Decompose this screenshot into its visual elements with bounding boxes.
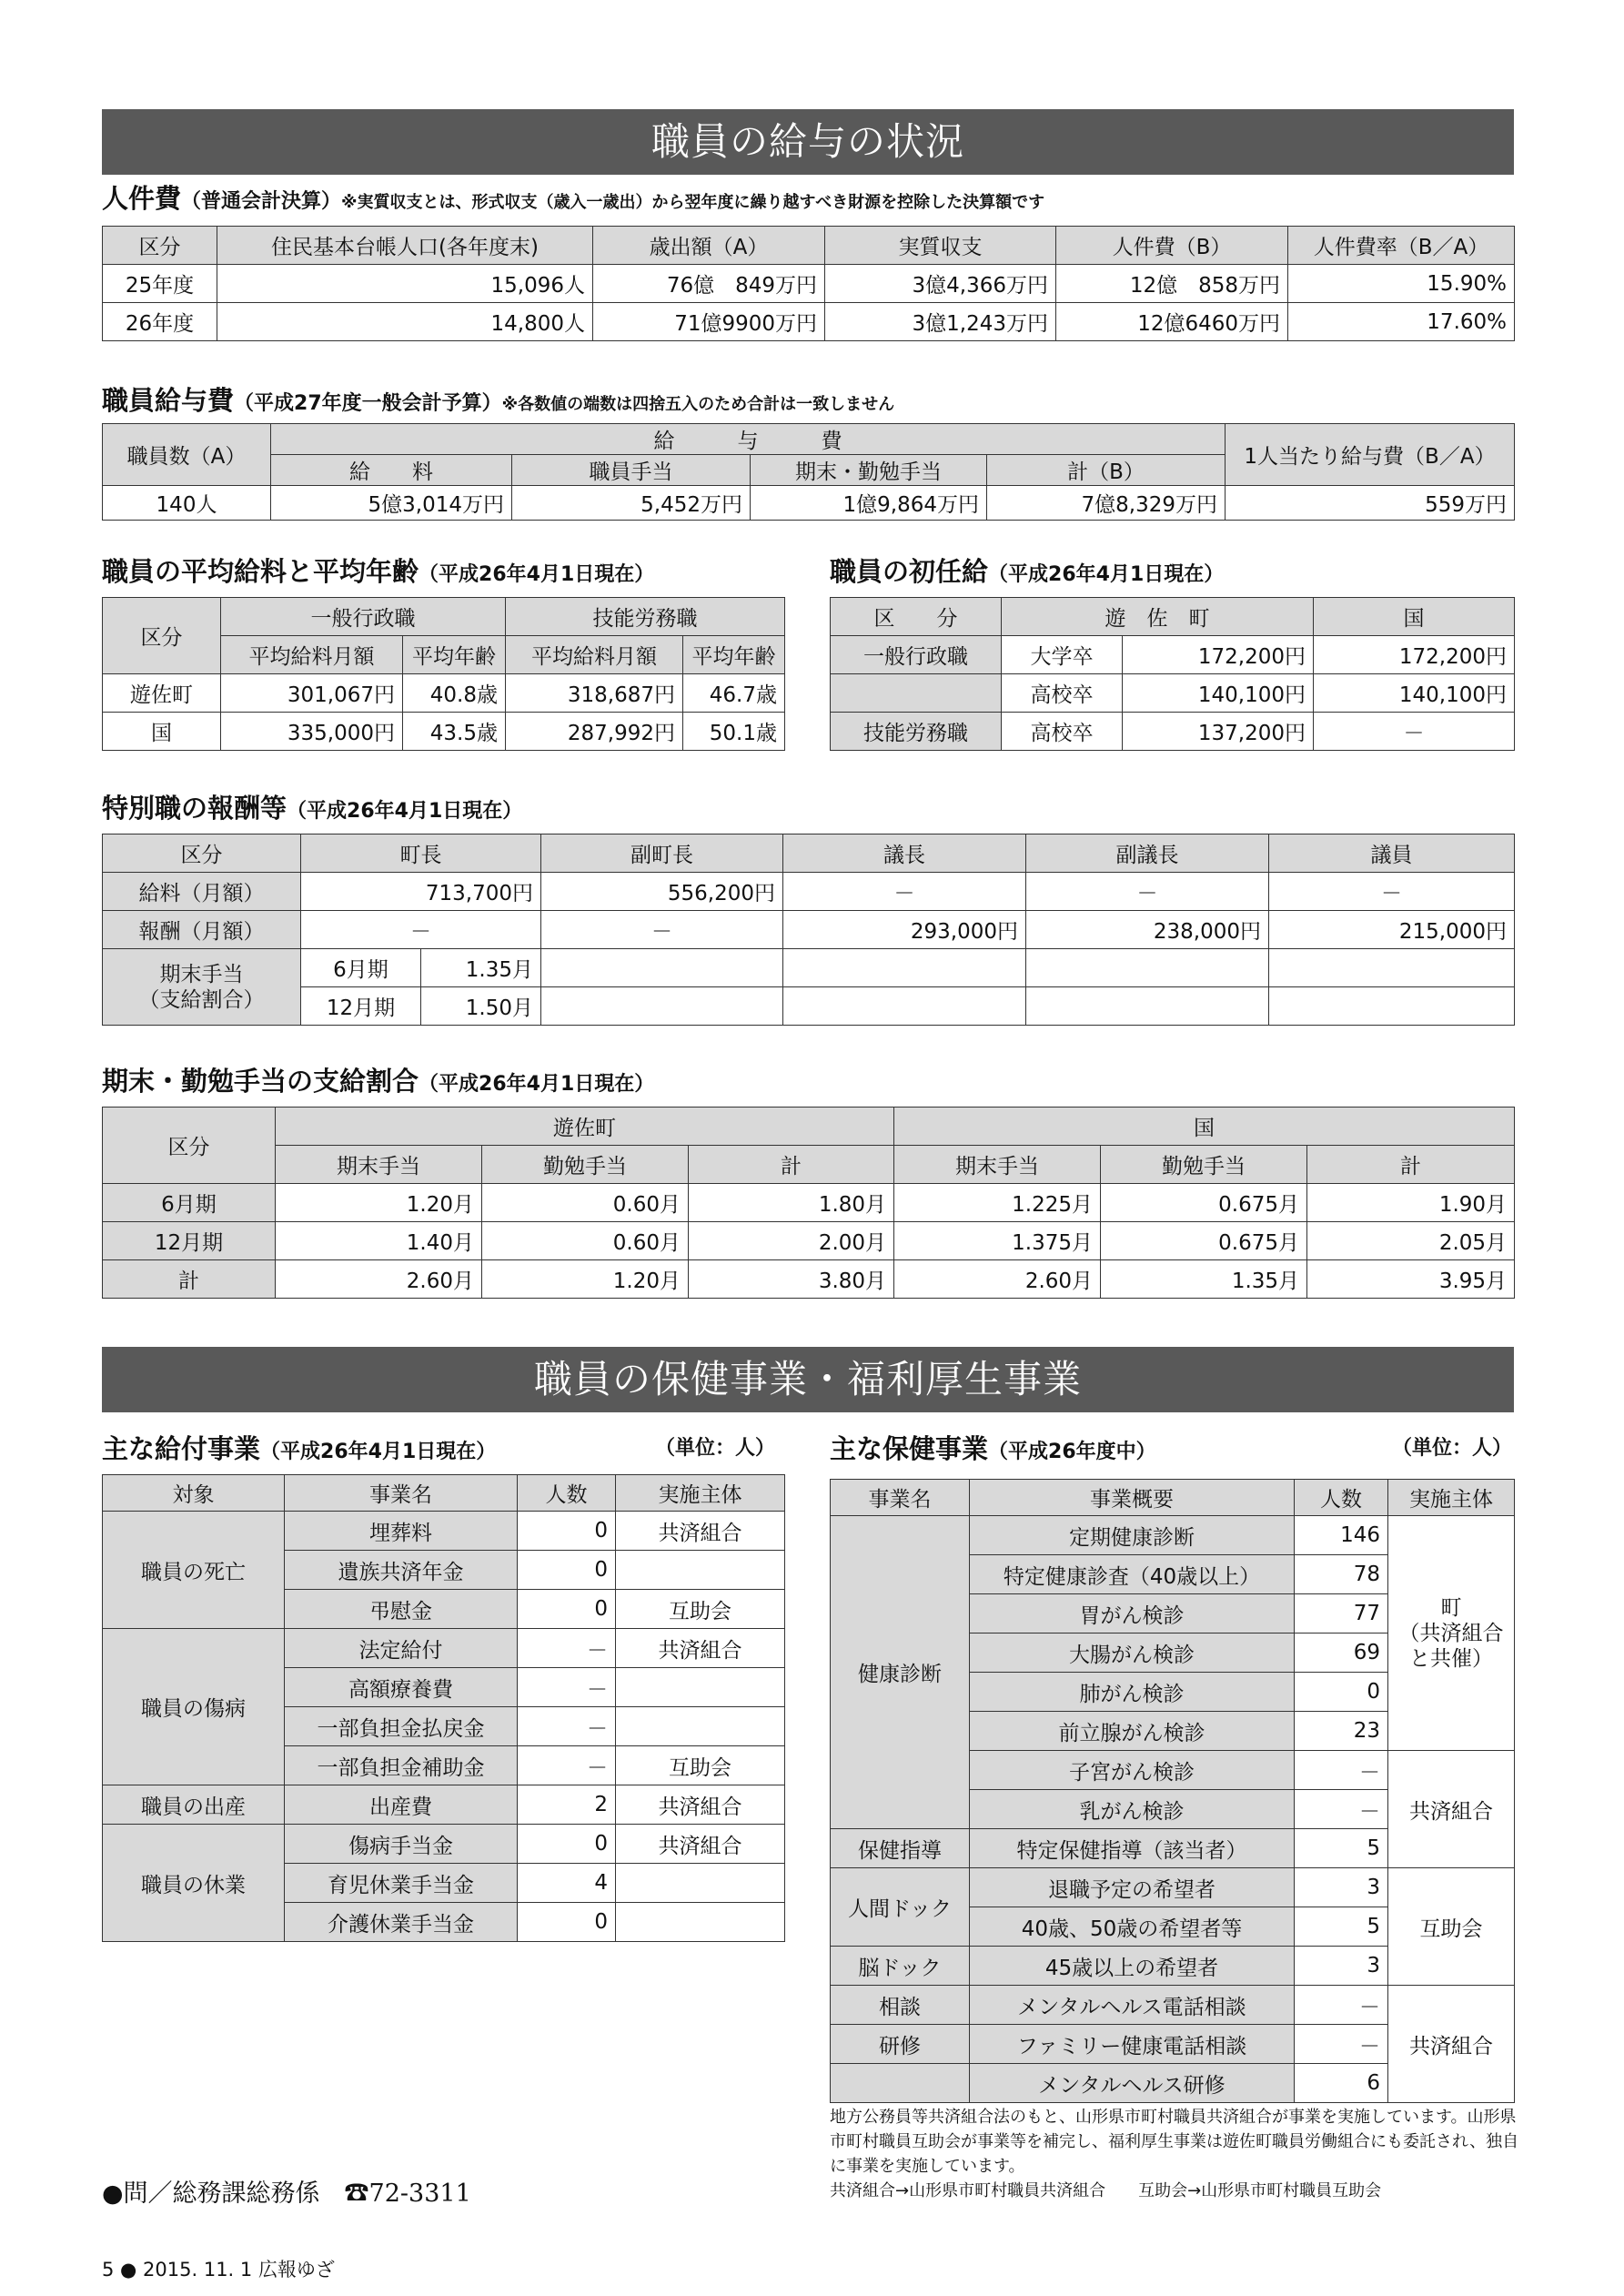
- group-label: 職員の死亡: [103, 1512, 285, 1629]
- header-cell: 平均給料月額: [506, 636, 683, 674]
- header-cell: 遊 佐 町: [1002, 598, 1314, 636]
- section-banner-welfare: 職員の保健事業・福利厚生事業: [102, 1347, 1514, 1412]
- cell: 556,200円: [541, 873, 783, 911]
- table-row: [103, 1184, 1515, 1222]
- header-cell: 事業名: [831, 1480, 970, 1516]
- cell: 0: [518, 1825, 616, 1864]
- header-cell: 区分: [103, 1108, 276, 1184]
- cell: 293,000円: [783, 911, 1026, 949]
- cell: 5: [1295, 1829, 1388, 1868]
- welfare-footnote: 地方公務員等共済組合法のもと、山形県市町村職員共済組合が事業を実施しています。山形県市町村職員互助会が事業等を補完し、福利厚生事業は遊佐町職員労働組合にも委託され、独自に事業を実施しています。: [830, 2108, 1519, 2176]
- cell: 5,452万円: [512, 486, 751, 521]
- body-cell: [1388, 1516, 1515, 1751]
- cell: [541, 949, 783, 987]
- health-programs-heading: [830, 1431, 1156, 1471]
- cell: 1.40月: [276, 1222, 482, 1260]
- cell: 乳がん検診: [970, 1790, 1295, 1829]
- cell: 遺族共済年金: [285, 1551, 518, 1590]
- cell: －: [783, 873, 1026, 911]
- cell: 1億9,864万円: [751, 486, 987, 521]
- cell: 140,100円: [1123, 674, 1314, 713]
- salary-expense-title: 職員給与費: [102, 385, 235, 416]
- cell: 退職予定の希望者: [970, 1868, 1295, 1907]
- cell: 1.80月: [689, 1184, 894, 1222]
- header-cell: 平均年齢: [403, 636, 506, 674]
- table-row: [103, 1260, 1515, 1299]
- header-cell: 国: [894, 1108, 1515, 1146]
- table-row: [831, 1516, 1515, 1555]
- contact-info: ●問／総務課総務係 ☎72-3311: [102, 2180, 471, 2208]
- avg-salary-heading: [102, 553, 654, 593]
- cell: 0: [1295, 1673, 1388, 1712]
- cell: 共済組合: [616, 1825, 785, 1864]
- table-row: [103, 674, 785, 713]
- cell: [783, 949, 1026, 987]
- header-cell: 事業名: [285, 1475, 518, 1512]
- group-label: 職員の休業: [103, 1825, 285, 1942]
- bonus-rate-heading: [102, 1063, 654, 1103]
- row-label: 一般行政職: [831, 636, 1002, 674]
- table-row: [103, 1785, 785, 1825]
- section-banner-salary: 職員の給与の状況: [102, 109, 1514, 175]
- header-cell: 職員手当: [512, 455, 751, 486]
- cell: 互助会: [616, 1590, 785, 1629]
- cell: －: [1295, 1751, 1388, 1790]
- header-cell: 区分: [103, 598, 221, 674]
- header-cell: 実質収支: [825, 227, 1056, 265]
- table-row: [831, 636, 1515, 674]
- header-cell: 町長: [301, 834, 541, 873]
- special-posts-subtitle: （平成26年4月1日現在）: [287, 800, 523, 823]
- cell: 埋葬料: [285, 1512, 518, 1551]
- cell: －: [518, 1707, 616, 1746]
- cell: 0.60月: [482, 1184, 689, 1222]
- table-row: [103, 486, 1515, 521]
- row-label: 12月期: [103, 1222, 276, 1260]
- cell: 50.1歳: [683, 713, 785, 751]
- cell: 高額療養費: [285, 1668, 518, 1707]
- cell: 共済組合: [616, 1629, 785, 1668]
- cell: 7億8,329万円: [987, 486, 1226, 521]
- cell: 335,000円: [221, 713, 403, 751]
- header-cell: 平均給料月額: [221, 636, 403, 674]
- bonus-rate-table: [102, 1107, 1515, 1299]
- cell: 定期健康診断: [970, 1516, 1295, 1555]
- cell: 17.60%: [1288, 303, 1515, 341]
- cell: 172,200円: [1314, 636, 1515, 674]
- cell: 140,100円: [1314, 674, 1515, 713]
- cell: [616, 1864, 785, 1903]
- cell: 互助会: [616, 1746, 785, 1785]
- cell: －: [1295, 1986, 1388, 2025]
- cell: 2.05月: [1307, 1222, 1515, 1260]
- cell: 傷病手当金: [285, 1825, 518, 1864]
- cell: 12億6460万円: [1056, 303, 1288, 341]
- cell: [1269, 949, 1515, 987]
- cell: 3億1,243万円: [825, 303, 1056, 341]
- header-cell: 事業概要: [970, 1480, 1295, 1516]
- cell: 1.90月: [1307, 1184, 1515, 1222]
- table-row: [831, 1986, 1515, 2025]
- health-programs-unit: （単位：人）: [1392, 1437, 1513, 1460]
- cell: メンタルヘルス電話相談: [970, 1986, 1295, 2025]
- header-cell: 職員数（A）: [103, 424, 271, 486]
- salary-expense-heading: [102, 382, 894, 423]
- header-cell: 人件費率（B／A）: [1288, 227, 1515, 265]
- group-label: 相談: [831, 1986, 970, 2025]
- cell: 育児休業手当金: [285, 1864, 518, 1903]
- cell: 2.60月: [894, 1260, 1101, 1299]
- cell: 301,067円: [221, 674, 403, 713]
- cell: ファミリー健康電話相談: [970, 2025, 1295, 2064]
- cell: 76億 849万円: [593, 265, 825, 303]
- cell: 大学卒: [1002, 636, 1123, 674]
- cell: 23: [1295, 1712, 1388, 1751]
- header-cell: 人数: [1295, 1480, 1388, 1516]
- special-posts-title: 特別職の報酬等: [102, 793, 287, 824]
- cell: 2.60月: [276, 1260, 482, 1299]
- cell: 78: [1295, 1555, 1388, 1594]
- bonus-rate-title: 期末・勤勉手当の支給割合: [102, 1066, 419, 1097]
- cell: 6月期: [301, 949, 421, 987]
- cell: －: [1269, 873, 1515, 911]
- table-row: [103, 1825, 785, 1864]
- header-cell: 対象: [103, 1475, 285, 1512]
- benefits-table: [102, 1474, 785, 1942]
- cell: 3.80月: [689, 1260, 894, 1299]
- cell: 69: [1295, 1633, 1388, 1673]
- cell: 介護休業手当金: [285, 1903, 518, 1942]
- cell: [541, 987, 783, 1026]
- personnel-cost-table: [102, 226, 1515, 341]
- cell: [783, 987, 1026, 1026]
- cell: 共済組合: [616, 1785, 785, 1825]
- cell: 一部負担金払戻金: [285, 1707, 518, 1746]
- cell: [616, 1551, 785, 1590]
- cell: 大腸がん検診: [970, 1633, 1295, 1673]
- group-label: 職員の傷病: [103, 1629, 285, 1785]
- row-label: 技能労務職: [831, 713, 1002, 751]
- row-label: 遊佐町: [103, 674, 221, 713]
- row-label: [103, 949, 301, 1026]
- cell: 0.675月: [1101, 1184, 1307, 1222]
- body-town: 町 （共済組合 と共催）: [1398, 1595, 1504, 1671]
- cell: 子宮がん検診: [970, 1751, 1295, 1790]
- table-row: [831, 713, 1515, 751]
- cell: －: [518, 1629, 616, 1668]
- table-row: [103, 713, 785, 751]
- cell: 特定保健指導（該当者）: [970, 1829, 1295, 1868]
- benefits-subtitle: （平成26年4月1日現在）: [260, 1441, 497, 1463]
- header-cell: 計（B）: [987, 455, 1226, 486]
- group-label: 脳ドック: [831, 1947, 970, 1986]
- personnel-cost-subtitle: （普通会計決算）: [181, 190, 342, 213]
- cell: 215,000円: [1269, 911, 1515, 949]
- header-cell: 国: [1314, 598, 1515, 636]
- bonus-label: 期末手当: [159, 962, 244, 986]
- cell: 4: [518, 1864, 616, 1903]
- cell: －: [1295, 1790, 1388, 1829]
- cell: 2: [518, 1785, 616, 1825]
- starting-salary-subtitle: （平成26年4月1日現在）: [988, 563, 1225, 586]
- header-cell: 副議長: [1026, 834, 1269, 873]
- cell: [616, 1707, 785, 1746]
- health-programs-table: [830, 1479, 1515, 2103]
- row-label: 報酬（月額）: [103, 911, 301, 949]
- group-label: 人間ドック: [831, 1868, 970, 1947]
- special-posts-table: [102, 834, 1515, 1026]
- cell: 14,800人: [217, 303, 593, 341]
- header-cell: 実施主体: [1388, 1480, 1515, 1516]
- cell: 77: [1295, 1594, 1388, 1633]
- cell: 12月期: [301, 987, 421, 1026]
- cell: －: [1314, 713, 1515, 751]
- salary-expense-table: [102, 423, 1515, 521]
- body-cell: 互助会: [1388, 1868, 1515, 1986]
- cell: 前立腺がん検診: [970, 1712, 1295, 1751]
- health-programs-title: 主な保健事業: [830, 1433, 989, 1464]
- header-cell: 議員: [1269, 834, 1515, 873]
- bonus-label-sub: （支給割合）: [138, 987, 265, 1012]
- health-programs-subtitle: （平成26年度中）: [988, 1441, 1156, 1463]
- cell: 46.7歳: [683, 674, 785, 713]
- cell: 1.20月: [482, 1260, 689, 1299]
- table-row: [831, 674, 1515, 713]
- cell: 137,200円: [1123, 713, 1314, 751]
- cell: [1026, 949, 1269, 987]
- cell: 318,687円: [506, 674, 683, 713]
- cell: 172,200円: [1123, 636, 1314, 674]
- cell: －: [518, 1668, 616, 1707]
- cell: 1.50月: [421, 987, 541, 1026]
- cell: 559万円: [1226, 486, 1515, 521]
- avg-salary-table: [102, 597, 785, 751]
- avg-salary-title: 職員の平均給料と平均年齢: [102, 556, 419, 587]
- group-label: 職員の出産: [103, 1785, 285, 1825]
- table-row: [103, 1629, 785, 1668]
- cell: 3億4,366万円: [825, 265, 1056, 303]
- header-cell: 副町長: [541, 834, 783, 873]
- group-label: 健康診断: [831, 1516, 970, 1829]
- salary-expense-note: ※各数値の端数は四捨五入のため合計は一致しません: [501, 395, 895, 414]
- cell: 5億3,014万円: [271, 486, 512, 521]
- starting-salary-heading: [830, 553, 1224, 593]
- benefits-heading: [102, 1431, 496, 1471]
- table-row: [103, 265, 1515, 303]
- group-label: [831, 2064, 970, 2103]
- cell: 肺がん検診: [970, 1673, 1295, 1712]
- header-cell: 一般行政職: [221, 598, 506, 636]
- cell: 胃がん検診: [970, 1594, 1295, 1633]
- cell: 3: [1295, 1947, 1388, 1986]
- cell: 71億9900万円: [593, 303, 825, 341]
- header-cell: 遊佐町: [276, 1108, 894, 1146]
- cell: 713,700円: [301, 873, 541, 911]
- benefits-title: 主な給付事業: [102, 1433, 261, 1464]
- cell: －: [301, 911, 541, 949]
- cell: [616, 1903, 785, 1942]
- cell: 140人: [103, 486, 271, 521]
- cell: 1.225月: [894, 1184, 1101, 1222]
- table-row: [103, 911, 1515, 949]
- group-label: 保健指導: [831, 1829, 970, 1868]
- cell: 0.675月: [1101, 1222, 1307, 1260]
- table-row: [831, 1868, 1515, 1907]
- cell: 238,000円: [1026, 911, 1269, 949]
- cell: 出産費: [285, 1785, 518, 1825]
- header-cell: 給 料: [271, 455, 512, 486]
- cell: [1026, 987, 1269, 1026]
- header-cell: 住民基本台帳人口(各年度末): [217, 227, 593, 265]
- salary-expense-subtitle: （平成27年度一般会計予算）: [234, 392, 502, 415]
- table-row: [103, 873, 1515, 911]
- header-cell: 区 分: [831, 598, 1002, 636]
- special-posts-heading: [102, 790, 522, 830]
- header-cell: 勤勉手当: [1101, 1146, 1307, 1184]
- cell: 高校卒: [1002, 674, 1123, 713]
- benefits-unit: （単位：人）: [655, 1437, 776, 1460]
- row-label: 6月期: [103, 1184, 276, 1222]
- cell: 45歳以上の希望者: [970, 1947, 1295, 1986]
- cell: 2.00月: [689, 1222, 894, 1260]
- cell: [616, 1668, 785, 1707]
- cell: 43.5歳: [403, 713, 506, 751]
- cell: 0: [518, 1903, 616, 1942]
- personnel-cost-title: 人件費: [102, 183, 182, 214]
- cell: 40歳、50歳の希望者等: [970, 1907, 1295, 1947]
- body-cell: 共済組合: [1388, 1986, 1515, 2103]
- header-cell: 給 与 費: [271, 424, 1226, 455]
- header-cell: 期末手当: [894, 1146, 1101, 1184]
- bonus-rate-subtitle: （平成26年4月1日現在）: [419, 1073, 655, 1096]
- cell: 15,096人: [217, 265, 593, 303]
- cell: 3.95月: [1307, 1260, 1515, 1299]
- table-row: [103, 949, 1515, 987]
- header-cell: 実施主体: [616, 1475, 785, 1512]
- cell: 共済組合: [616, 1512, 785, 1551]
- starting-salary-table: [830, 597, 1515, 751]
- header-cell: 技能労務職: [506, 598, 785, 636]
- cell: 40.8歳: [403, 674, 506, 713]
- cell: 1.35月: [1101, 1260, 1307, 1299]
- cell: 6: [1295, 2064, 1388, 2103]
- starting-salary-title: 職員の初任給: [830, 556, 989, 587]
- cell: 特定健康診査（40歳以上）: [970, 1555, 1295, 1594]
- cell: －: [541, 911, 783, 949]
- header-cell: 計: [689, 1146, 894, 1184]
- cell: 5: [1295, 1907, 1388, 1947]
- header-cell: 歳出額（A）: [593, 227, 825, 265]
- cell: －: [1026, 873, 1269, 911]
- cell: 287,992円: [506, 713, 683, 751]
- row-label: 25年度: [103, 265, 217, 303]
- cell: 12億 858万円: [1056, 265, 1288, 303]
- welfare-legend: 共済組合→山形県市町村職員共済組合 互助会→山形県市町村職員互助会: [830, 2181, 1382, 2200]
- row-label: 26年度: [103, 303, 217, 341]
- header-cell: 期末手当: [276, 1146, 482, 1184]
- row-label: 国: [103, 713, 221, 751]
- personnel-cost-note: ※実質収支とは、形式収支（歳入一歳出）から翌年度に繰り越すべき財源を控除した決算額です: [341, 193, 1045, 212]
- header-cell: 議長: [783, 834, 1026, 873]
- row-label: 計: [103, 1260, 276, 1299]
- cell: 高校卒: [1002, 713, 1123, 751]
- header-cell: 平均年齢: [683, 636, 785, 674]
- header-cell: 期末・勤勉手当: [751, 455, 987, 486]
- cell: 0: [518, 1590, 616, 1629]
- cell: 1.20月: [276, 1184, 482, 1222]
- header-cell: 区分: [103, 834, 301, 873]
- cell: 146: [1295, 1516, 1388, 1555]
- cell: 弔慰金: [285, 1590, 518, 1629]
- header-cell: 人件費（B）: [1056, 227, 1288, 265]
- cell: 1.375月: [894, 1222, 1101, 1260]
- cell: メンタルヘルス研修: [970, 2064, 1295, 2103]
- body-cell: 共済組合: [1388, 1751, 1515, 1868]
- table-row: [103, 1222, 1515, 1260]
- group-label: 研修: [831, 2025, 970, 2064]
- header-cell: 人数: [518, 1475, 616, 1512]
- table-row: [103, 987, 1515, 1026]
- personnel-cost-heading: [102, 180, 1044, 221]
- page-footer: 5 ● 2015. 11. 1 広報ゆざ: [102, 2259, 335, 2281]
- table-row: [103, 1512, 785, 1551]
- cell: [1269, 987, 1515, 1026]
- cell: 0: [518, 1551, 616, 1590]
- cell: －: [518, 1746, 616, 1785]
- cell: 一部負担金補助金: [285, 1746, 518, 1785]
- avg-salary-subtitle: （平成26年4月1日現在）: [419, 563, 655, 586]
- cell: 15.90%: [1288, 265, 1515, 303]
- row-label: 給料（月額）: [103, 873, 301, 911]
- header-cell: 区分: [103, 227, 217, 265]
- header-cell: 1人当たり給与費（B／A）: [1226, 424, 1515, 486]
- cell: 0: [518, 1512, 616, 1551]
- header-cell: 勤勉手当: [482, 1146, 689, 1184]
- cell: 0.60月: [482, 1222, 689, 1260]
- cell: 法定給付: [285, 1629, 518, 1668]
- cell: 1.35月: [421, 949, 541, 987]
- table-row: [103, 303, 1515, 341]
- cell: －: [1295, 2025, 1388, 2064]
- row-label: [831, 674, 1002, 713]
- cell: 3: [1295, 1868, 1388, 1907]
- header-cell: 計: [1307, 1146, 1515, 1184]
